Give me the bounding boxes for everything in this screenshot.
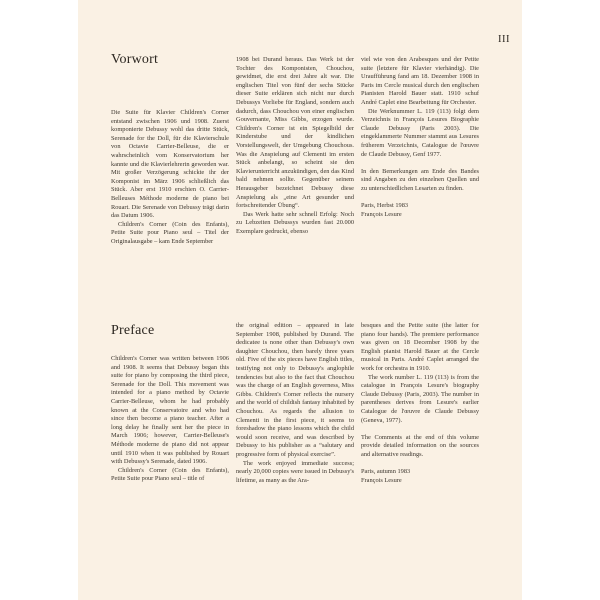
- preface-column-3: [361, 322, 479, 485]
- preface-c2-paragraph-2: The work enjoyed immediate success; nearly 20,000 copies were issued in Debussy's lifetime, as many as the Ara-: [236, 459, 354, 484]
- vorwort-column-1: [111, 109, 229, 247]
- vorwort-c1-paragraph-1: Die Suite für Klavier Children's Corner entstand zwischen 1906 und 1908. Zuerst komponierte Debussy wohl das dritte Stück, Serenade for the Doll, für die Klavierschule von Octavie Carrier-Belleuse, die er wahrscheinlich vom Konservatorium her kannte und die Klavierlehrerin geworden war. Mit großer Verzögerung schickte ihr der Komponist im März 1906 schließlich das Stück. Aber erst 1910 erschien O. Carrier-Belleuses Méthode moderne de piano bei Rouart. Die Serenade von Debussy trägt darin das Datum 1906.: [111, 109, 229, 220]
- preface-c1-paragraph-1: Children's Corner was written between 1906 and 1908. It seems that Debussy began this suite for piano by composing the third piece, Serenade for the Doll. This movement was intended for a piano method by Octavie Carrier-Belleuse, whom he had probably known at the Conservatoire and who had since then become a piano teacher. After a long delay he finally sent her the piece in March 1906; however, Carrier-Belleuse's Méthode moderne de piano did not appear until 1910 when it was published by Rouart with Debussy's Serenade, dated 1906.: [111, 355, 229, 466]
- preface-c1-paragraph-2: Children's Corner (Coin des Enfants), Petite Suite pour Piano seul – title of: [111, 466, 229, 483]
- preface-c3-paragraph-3: The Comments at the end of this volume provide detailed information on the sources and alternative readings.: [361, 433, 479, 458]
- preface-column-1: [111, 355, 229, 484]
- vorwort-author: François Lesure: [361, 210, 402, 218]
- preface-c3-paragraph-1: besques and the Petite suite (the latter for piano four hands). The premiere performance was given on 18 December 1908 by the English pianist Harold Bauer at the Cercle musical in Paris. André Caplet arranged the work for orchestra in 1910.: [361, 322, 479, 372]
- vorwort-c3-paragraph-1: viel wie von den Arabesques und der Petite suite (letztere für Klavier vierhändig). Die Uraufführung fand am 18. Dezember 1908 in Paris im Cercle musical durch den englischen Pianisten Harold Bauer statt. 1910 schuf André Caplet eine Bearbeitung für Orchester.: [361, 56, 479, 106]
- vorwort-place-date: Paris, Herbst 1983: [361, 202, 409, 210]
- preface-place-date: Paris, autumn 1983: [361, 468, 411, 476]
- vorwort-c2-paragraph-1: 1908 bei Durand heraus. Das Werk ist der Tochter des Komponisten, Chouchou, gewidmet, die erst drei Jahre alt war. Die englischen Titel von fünf der sechs Stücke dieser Suite erklären sich nicht nur durch Debussys Vorliebe für England, sondern auch dadurch, dass Chouchou von einer englischen Gouvernante, Miss Gibbs, erzogen wurde. Children's Corner ist ein Spiegelbild der Kinderstube und der kindlichen Vorstellungswelt, der Umgebung Chouchous. Was die Anspielung auf Clementi im ersten Stück anbelangt, so scheint sie den Klavierunterricht anzukündigen, den das Kind bald nehmen sollte. Gegenüber seinem Herausgeber bezeichnet Debussy diese Anspielung als „eine Art gesunder und fortschreitender Übung“.: [236, 56, 354, 210]
- preface-title: Preface: [111, 323, 155, 338]
- page-number: III: [498, 34, 510, 45]
- vorwort-column-3: [361, 56, 479, 219]
- vorwort-column-2: [236, 56, 354, 236]
- vorwort-c3-paragraph-3: In den Bemerkungen am Ende des Bandes sind Angaben zu den einzelnen Quellen und zu unterschiedlichen Lesarten zu finden.: [361, 167, 479, 192]
- preface-c3-paragraph-2: The work number L. 119 (113) is from the catalogue in François Lesure's biography Claude Debussy (Paris, 2003). The number in parentheses derives from Lesure's earlier Catalogue de l'œuvre de Claude Debussy (Geneva, 1977).: [361, 373, 479, 424]
- vorwort-title: Vorwort: [111, 52, 159, 67]
- preface-column-2: [236, 322, 354, 485]
- vorwort-c3-paragraph-2: Die Werknummer L. 119 (113) folgt dem Verzeichnis in François Lesures Biographie Claude Debussy (Paris 2003). Die eingeklammerte Nummer stammt aus Lesures früherem Verzeichnis, Catalogue de l'œuvre de Claude Debussy, Genf 1977.: [361, 107, 479, 158]
- vorwort-c2-paragraph-2: Das Werk hatte sehr schnell Erfolg: Noch zu Lebzeiten Debussys wurden fast 20.000 Exemplare gedruckt, ebenso: [236, 210, 354, 235]
- vorwort-c1-paragraph-2: Children's Corner (Coin des Enfants), Petite Suite pour Piano seul – Titel der Originalausgabe – kam Ende September: [111, 220, 229, 245]
- preface-c2-paragraph-1: the original edition – appeared in late September 1908, published by Durand. The dedicatee is none other than Debussy's own daughter Chouchou, then barely three years old. Five of the six pieces have English titles, testifying not only to Debussy's anglophile tendencies but also to the fact that Chouchou was the charge of an English governess, Miss Gibbs. Children's Corner reflects the nursery and the world of childish fantasy inhabited by Chouchou. As regards the allusion to Clementi in the first piece, it seems to foreshadow the piano lessons which the child would soon receive, and was described by Debussy to his publisher as a “salutary and progressive form of physical exercise”.: [236, 322, 354, 458]
- preface-author: François Lesure: [361, 476, 402, 484]
